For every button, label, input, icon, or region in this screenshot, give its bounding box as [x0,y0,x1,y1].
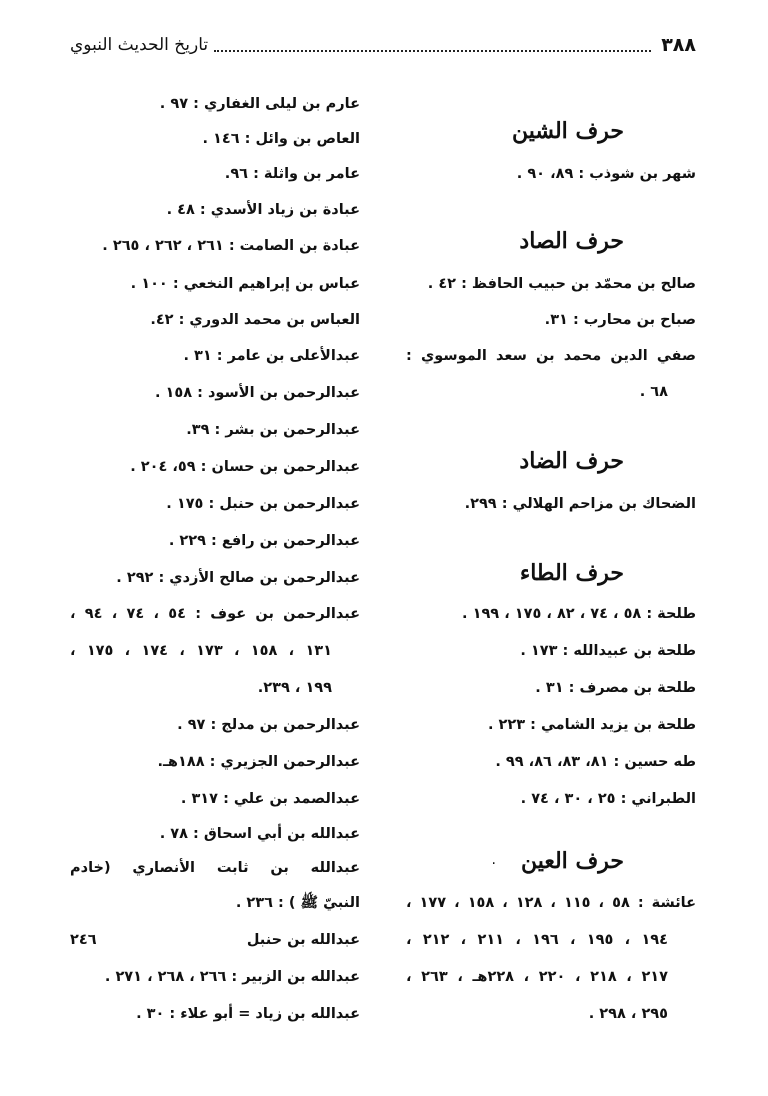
index-entry: صفي الدين محمد بن سعد الموسوي : [406,348,696,364]
index-entry: عائشة : ٥٨ ، ١١٥ ، ١٢٨ ، ١٥٨ ، ١٧٧ ، [406,895,697,911]
index-entry: طلحة بن عبيدالله : ١٧٣ . [520,643,696,659]
margin-page-number: ٢٤٦ [70,932,97,948]
index-entry: عبادة بن الصامت : ٢٦١ ، ٢٦٢ ، ٢٦٥ . [102,238,360,254]
index-entry-continuation: ١٣١ ، ١٥٨ ، ١٧٣ ، ١٧٤ ، ١٧٥ ، [70,643,332,659]
stray-dot: . [491,852,496,868]
index-entry-continuation: ٢٩٥ ، ٢٩٨ . [588,1006,668,1022]
running-title: تاريخ الحديث النبوي [70,35,209,55]
index-entry: العباس بن محمد الدوري : ٤٢. [150,312,360,328]
index-entry: عبدالله بن أبي اسحاق : ٧٨ . [159,826,360,842]
index-entry: عبدالرحمن بن بشر : ٣٩. [186,422,360,438]
index-entry: عبدالرحمن بن مدلج : ٩٧ . [177,717,360,733]
index-entry-continuation: ٢١٧ ، ٢١٨ ، ٢٢٠ ، ٢٢٨هـ ، ٢٦٣ ، [406,969,669,985]
index-entry: عبدالرحمن الجزيري : ١٨٨هـ. [157,754,360,770]
index-entry: عبدالرحمن بن رافع : ٢٢٩ . [168,533,360,549]
index-entry: عامر بن واثلة : ٩٦. [224,166,360,182]
index-entry: طه حسين : ٨١، ٨٣، ٨٦، ٩٩ . [495,754,696,770]
index-entry: عبدالصمد بن علي : ٣١٧ . [180,791,360,807]
index-entry: عبدالله بن زياد = أبو علاء : ٣٠ . [136,1006,360,1022]
index-entry: عبدالرحمن بن عوف : ٥٤ ، ٧٤ ، ٩٤ ، [70,606,361,622]
index-entry: عارم بن ليلى الغفاري : ٩٧ . [159,96,360,112]
index-entry: عبدالرحمن بن الأسود : ١٥٨ . [154,385,360,401]
index-entry: طلحة : ٥٨ ، ٧٤ ، ٨٢ ، ١٧٥ ، ١٩٩ . [462,606,696,622]
section-heading-daad: حرف الضاد [519,448,624,474]
index-entry: طلحة بن يزيد الشامي : ٢٢٣ . [487,717,696,733]
index-entry-continuation: ١٩٩ ، ٢٣٩. [257,680,332,696]
index-entry-continuation: ٦٨ . [639,384,668,400]
index-entry: طلحة بن مصرف : ٣١ . [535,680,696,696]
running-header [70,30,696,60]
index-entry: عبدالرحمن بن صالح الأزدي : ٢٩٢ . [116,570,360,586]
index-entry: عبدالله بن ثابت الأنصاري (خادم [70,860,360,876]
header-leader-dots [214,50,651,52]
index-entry: عبدالله بن حنبل [246,932,360,948]
index-entry: الضحاك بن مزاحم الهلالي : ٢٩٩. [464,496,696,512]
index-entry: صالح بن محمّد بن حبيب الحافظ : ٤٢ . [427,276,696,292]
page-number: ٣٨٨ [661,34,696,56]
section-heading-sheen: حرف الشين [511,118,624,144]
index-entry-continuation: النبيّ ﷺ ) : ٢٣٦ . [235,895,360,911]
section-heading-ain: حرف العين [520,848,624,874]
index-entry: العاص بن وائل : ١٤٦ . [202,131,360,147]
index-entry: عبادة بن زياد الأسدي : ٤٨ . [166,202,360,218]
section-heading-taa: حرف الطاء [519,560,624,586]
index-entry: شهر بن شوذب : ٨٩، ٩٠ . [516,166,696,182]
index-entry: عباس بن إبراهيم النخعي : ١٠٠ . [130,276,360,292]
section-heading-saad: حرف الصاد [519,228,624,254]
index-entry: الطبراني : ٢٥ ، ٣٠ ، ٧٤ . [520,791,696,807]
index-entry: صباح بن محارب : ٣١. [544,312,696,328]
index-entry: عبدالله بن الزبير : ٢٦٦ ، ٢٦٨ ، ٢٧١ . [104,969,360,985]
index-entry: عبدالأعلى بن عامر : ٣١ . [183,348,360,364]
index-entry: عبدالرحمن بن حسان : ٥٩، ٢٠٤ . [130,459,360,475]
index-entry: عبدالرحمن بن حنبل : ١٧٥ . [166,496,360,512]
index-entry-continuation: ١٩٤ ، ١٩٥ ، ١٩٦ ، ٢١١ ، ٢١٢ ، [406,932,668,948]
